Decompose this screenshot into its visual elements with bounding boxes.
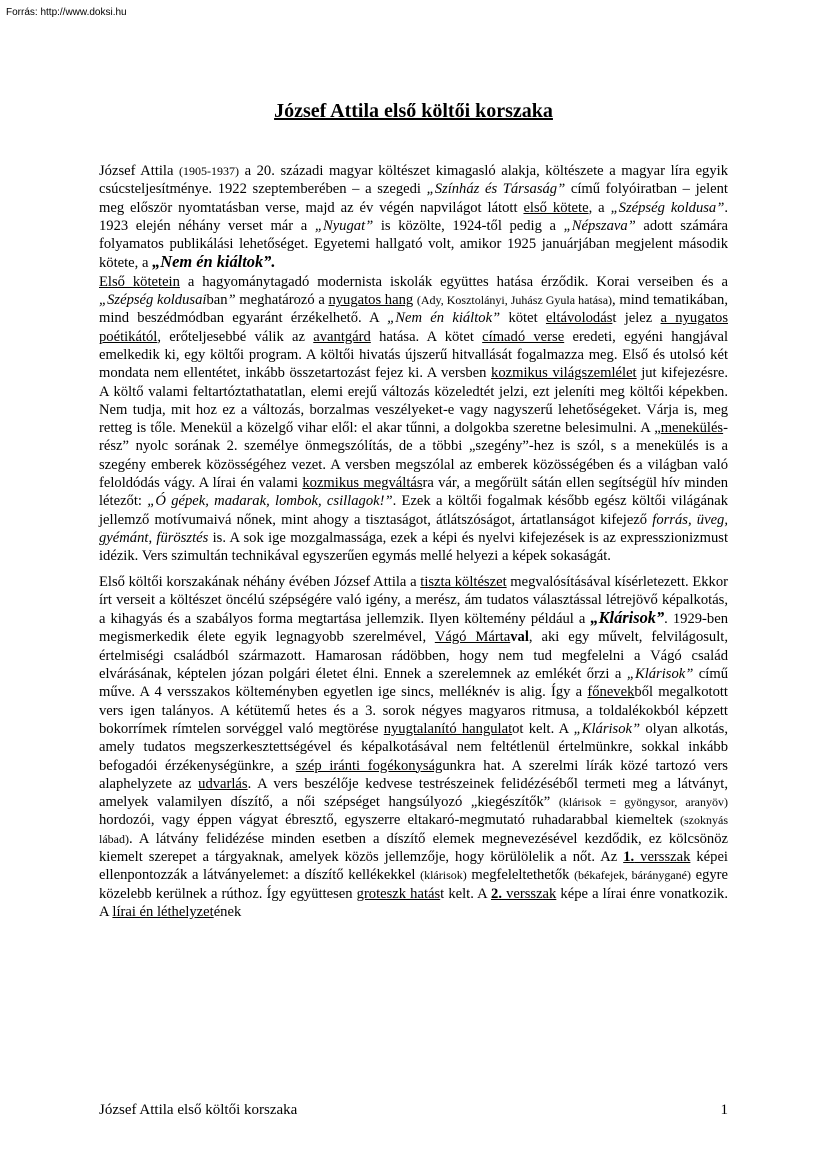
text-run: lírai én léthelyzet bbox=[112, 903, 214, 920]
text-run: val bbox=[510, 629, 529, 646]
text-run: szép iránti fogékonyság bbox=[295, 757, 443, 774]
text-run: , a bbox=[588, 199, 611, 216]
text-run: t jelez bbox=[612, 310, 661, 327]
source-url: Forrás: http://www.doksi.hu bbox=[6, 7, 127, 18]
text-run: megfeleltethetők bbox=[466, 867, 575, 884]
text-run: nyugtalanító hangulat bbox=[383, 720, 513, 737]
text-run: Vágó Márta bbox=[434, 629, 511, 646]
page-footer bbox=[99, 1102, 728, 1119]
document-body bbox=[99, 162, 728, 928]
text-run: , mind tematikában, mind beszédmódban egyaránt érzékelhető. A bbox=[99, 292, 728, 327]
text-run: (Ady, Kosztolányi, Juhász Gyula hatása) bbox=[416, 293, 613, 308]
text-run: a 20. századi magyar költészet kimagasló alakja, költészete a magyar líra egyik csúcsteljesítménye. 1922 szeptemberében – a szegedi bbox=[99, 163, 728, 198]
text-run: (szoknyás lábad) bbox=[99, 813, 728, 846]
text-run: kozmikus megváltás bbox=[302, 475, 423, 492]
text-run: versszak bbox=[501, 885, 557, 902]
paragraph-intro bbox=[99, 162, 728, 273]
text-run: ének bbox=[213, 903, 242, 920]
text-run: József Attila bbox=[99, 163, 180, 179]
footer-title: József Attila első költői korszaka bbox=[99, 1102, 298, 1118]
text-run: hatása. A kötet bbox=[370, 328, 483, 345]
text-run: ből megalkotott vers igen talányos. A kétütemű hetes és a 3. sorok négyes magyaros ritmusa, a toldalékokból képzett bokorrímek rímtelen sorvéggel való megtörése bbox=[99, 684, 728, 737]
text-run: „Klárisok” bbox=[626, 666, 694, 683]
text-run: unkra hat. A szerelmi lírák közé tartozó vers alaphelyzete az bbox=[99, 757, 728, 792]
text-run: Első költői korszakának néhány évében József Attila a bbox=[99, 573, 421, 590]
text-run: képe a lírai énre vonatkozik. A bbox=[99, 885, 728, 920]
text-run: „Nyugat” bbox=[314, 217, 374, 234]
text-run: . Ezek a költői fogalmak később egész költői világának jellemző motívumaivá nőnek, mint ahogy a tisztaságot, átlátszóságot, ártatlanságot kifejező bbox=[99, 493, 728, 528]
text-run: megvalósításával kísérletezett. Ekkor írt verseit a költészet öncélú szépségére való igény, a merész, ám tudatos választással létrejövő képalkotás, a kihagyás és a szabályos forma megtartása jellemzik. Ilyen költemény például a bbox=[99, 573, 728, 628]
text-run: -rész” nyolc sorának 2. személye önmegszólítás, de a többi „szegény”-hez is szól, s a menekülés is a szegény emberek közösségéhez vezet. A versben megszólal az emberek közösségében és a világban való feloldódás vágy. A lírai én valami bbox=[99, 420, 728, 492]
text-run: jut kifejezésre. A költő valami feltartóztathatatlan, elemi erejű változás közeledtét jelzi, ezt jeleníti meg költői képekben. Nem tudja, mit hoz ez a változás, borzalmas veszélyeket-e vagy nagyszerű lehetőségeket. Várja is, meg retteg is tőle. Menekül a közelgő vihar elől: el akar tűnni, a dolgokba szeretne belesimulni. A „ bbox=[99, 365, 729, 437]
text-run: t kelt. A bbox=[440, 885, 492, 902]
text-run: ot kelt. A bbox=[512, 720, 574, 737]
text-run: 2. bbox=[491, 885, 502, 902]
text-run: adott számára folyamatos publikálási lehetőséget. Egyetemi hallgató volt, amikor 1925 januárjában megjelent második kötete, a bbox=[99, 217, 729, 272]
text-run: , erőteljesebbé válik az bbox=[157, 328, 314, 345]
text-run: címadó verse bbox=[482, 328, 565, 345]
text-run: olyan alkotás, amely tudatos megszerkesztettségével és képalkotásával nem feltétlenül értelmünkre, sokkal inkább befogadói érzékenységünkre, a bbox=[99, 720, 728, 774]
text-run: főnevek bbox=[587, 684, 635, 701]
text-run: (1905-1937) bbox=[179, 164, 240, 178]
text-run: tiszta költészet bbox=[420, 573, 507, 590]
text-run: ra vár, a megőrült sátán ellen segítségül hív minden létezőt: bbox=[99, 475, 728, 510]
text-run: versszak bbox=[634, 848, 691, 865]
text-run: is. A sok ige mozgalmassága, ezek a képi és nyelvi kifejezések is az expresszionizmust idézik. Vers szimultán technikával egyszerűen egymás mellé helyezi a képek sokaságát. bbox=[99, 529, 729, 565]
paragraph-first-volumes bbox=[99, 273, 728, 566]
text-run: . 1923 elején néhány verset már a bbox=[99, 199, 728, 234]
text-run: a nyugatos poétikától bbox=[99, 310, 728, 345]
text-run: „Nem én kiáltok”. bbox=[152, 252, 276, 272]
text-run: „Klárisok” bbox=[573, 720, 641, 737]
text-run: (békafejek, báránygané) bbox=[574, 868, 691, 883]
text-run: Első kötetein bbox=[99, 273, 180, 290]
text-run: „Ó gépek, madarak, lombok, csillagok!” bbox=[147, 493, 393, 510]
text-run: . A vers beszélője kedvese testrészeinek felidézéséből termeti meg a látványt, amelyek valamilyen díszítő, a női szépséget hangsúlyozó „kiegészítők” bbox=[99, 775, 729, 811]
text-run: kozmikus világszemlélet bbox=[491, 365, 637, 382]
text-run: „Népszava” bbox=[563, 217, 636, 234]
text-run: „Klárisok” bbox=[590, 608, 665, 628]
text-run: első kötete bbox=[523, 199, 589, 216]
text-run: képei ellenpontozzák a látványelemet: a díszítő kellékekkel bbox=[99, 848, 728, 884]
text-run: groteszk hatás bbox=[356, 885, 441, 902]
text-run: „Nem én kiáltok” bbox=[387, 310, 501, 327]
text-run: , aki egy művelt, felvilágosult, értelmiségi családból származott. Hamarosan rádöbben, hogy nem tud megfelelni a Vágó család elvárásának, képtelen józan polgári életet élni. Ennek a szerelemnek az emlékét őrzi a bbox=[99, 629, 728, 683]
text-run: „Szépség koldusa” bbox=[610, 199, 725, 216]
page-number: 1 bbox=[720, 1102, 728, 1118]
text-run: „Színház és Társaság” bbox=[426, 181, 566, 198]
text-run: „Szépség koldusai bbox=[99, 292, 207, 309]
text-run: avantgárd bbox=[313, 328, 371, 345]
text-run: is közölte, 1924-től pedig a bbox=[373, 217, 564, 234]
text-run: forrás, üveg, gyémánt, fürösztés bbox=[99, 511, 728, 546]
text-run: eltávolodás bbox=[545, 310, 613, 327]
page-title: József Attila első költői korszaka bbox=[274, 100, 553, 122]
text-run: eredeti, egyéni hangjával emelkedik ki, egy költői program. A költői hivatás újszerű hitvallását fogalmazza meg. Első és utolsó két mondata nem ellentétet, inkább összetartozást fejez ki. A versben bbox=[99, 328, 728, 382]
text-run: hordozói, vagy éppen vágyat ébresztő, egyszerre eltakaró-megmutató ruhadarabbal kiemeltek bbox=[99, 812, 680, 829]
text-run: meghatározó a bbox=[235, 292, 329, 309]
text-run: ban bbox=[206, 292, 228, 309]
text-run: című műve. A 4 versszakos költeményben egyetlen ige sincs, melléknév is alig. Így a bbox=[99, 666, 728, 701]
text-run: 1. bbox=[623, 848, 635, 865]
text-run: . 1929-ben megismerkedik élete egyik legnagyobb szerelmével, bbox=[99, 611, 728, 646]
text-run: a hagyománytagadó modernista iskolák együttes hatása érződik. Korai verseiben és a bbox=[179, 273, 728, 290]
text-run: (klárisok = gyöngysor, aranyöv) bbox=[558, 795, 728, 810]
text-run: című folyóiratban – jelent meg először nyomtatásban verse, majd az év végén napvilágot látott bbox=[99, 181, 728, 216]
paragraph-klarisok bbox=[99, 573, 728, 922]
text-run: kötet bbox=[500, 310, 546, 327]
text-run: menekülés bbox=[660, 420, 724, 437]
text-run: . A látvány felidézése minden esetben a díszítő elemek megnevezésével kezdődik, ez kölcsönöz kiemelt szerepet a tárgyaknak, amelyek közös jellemzője, hogy körülölelik a nőt. Az bbox=[99, 830, 728, 865]
text-run: nyugatos hang bbox=[328, 292, 414, 309]
text-run: ” bbox=[227, 292, 236, 309]
text-run: egyre közelebb kerülnek a rúthoz. Így együttesen bbox=[99, 867, 728, 902]
text-run: (klárisok) bbox=[420, 868, 467, 883]
text-run: udvarlás bbox=[198, 775, 248, 792]
